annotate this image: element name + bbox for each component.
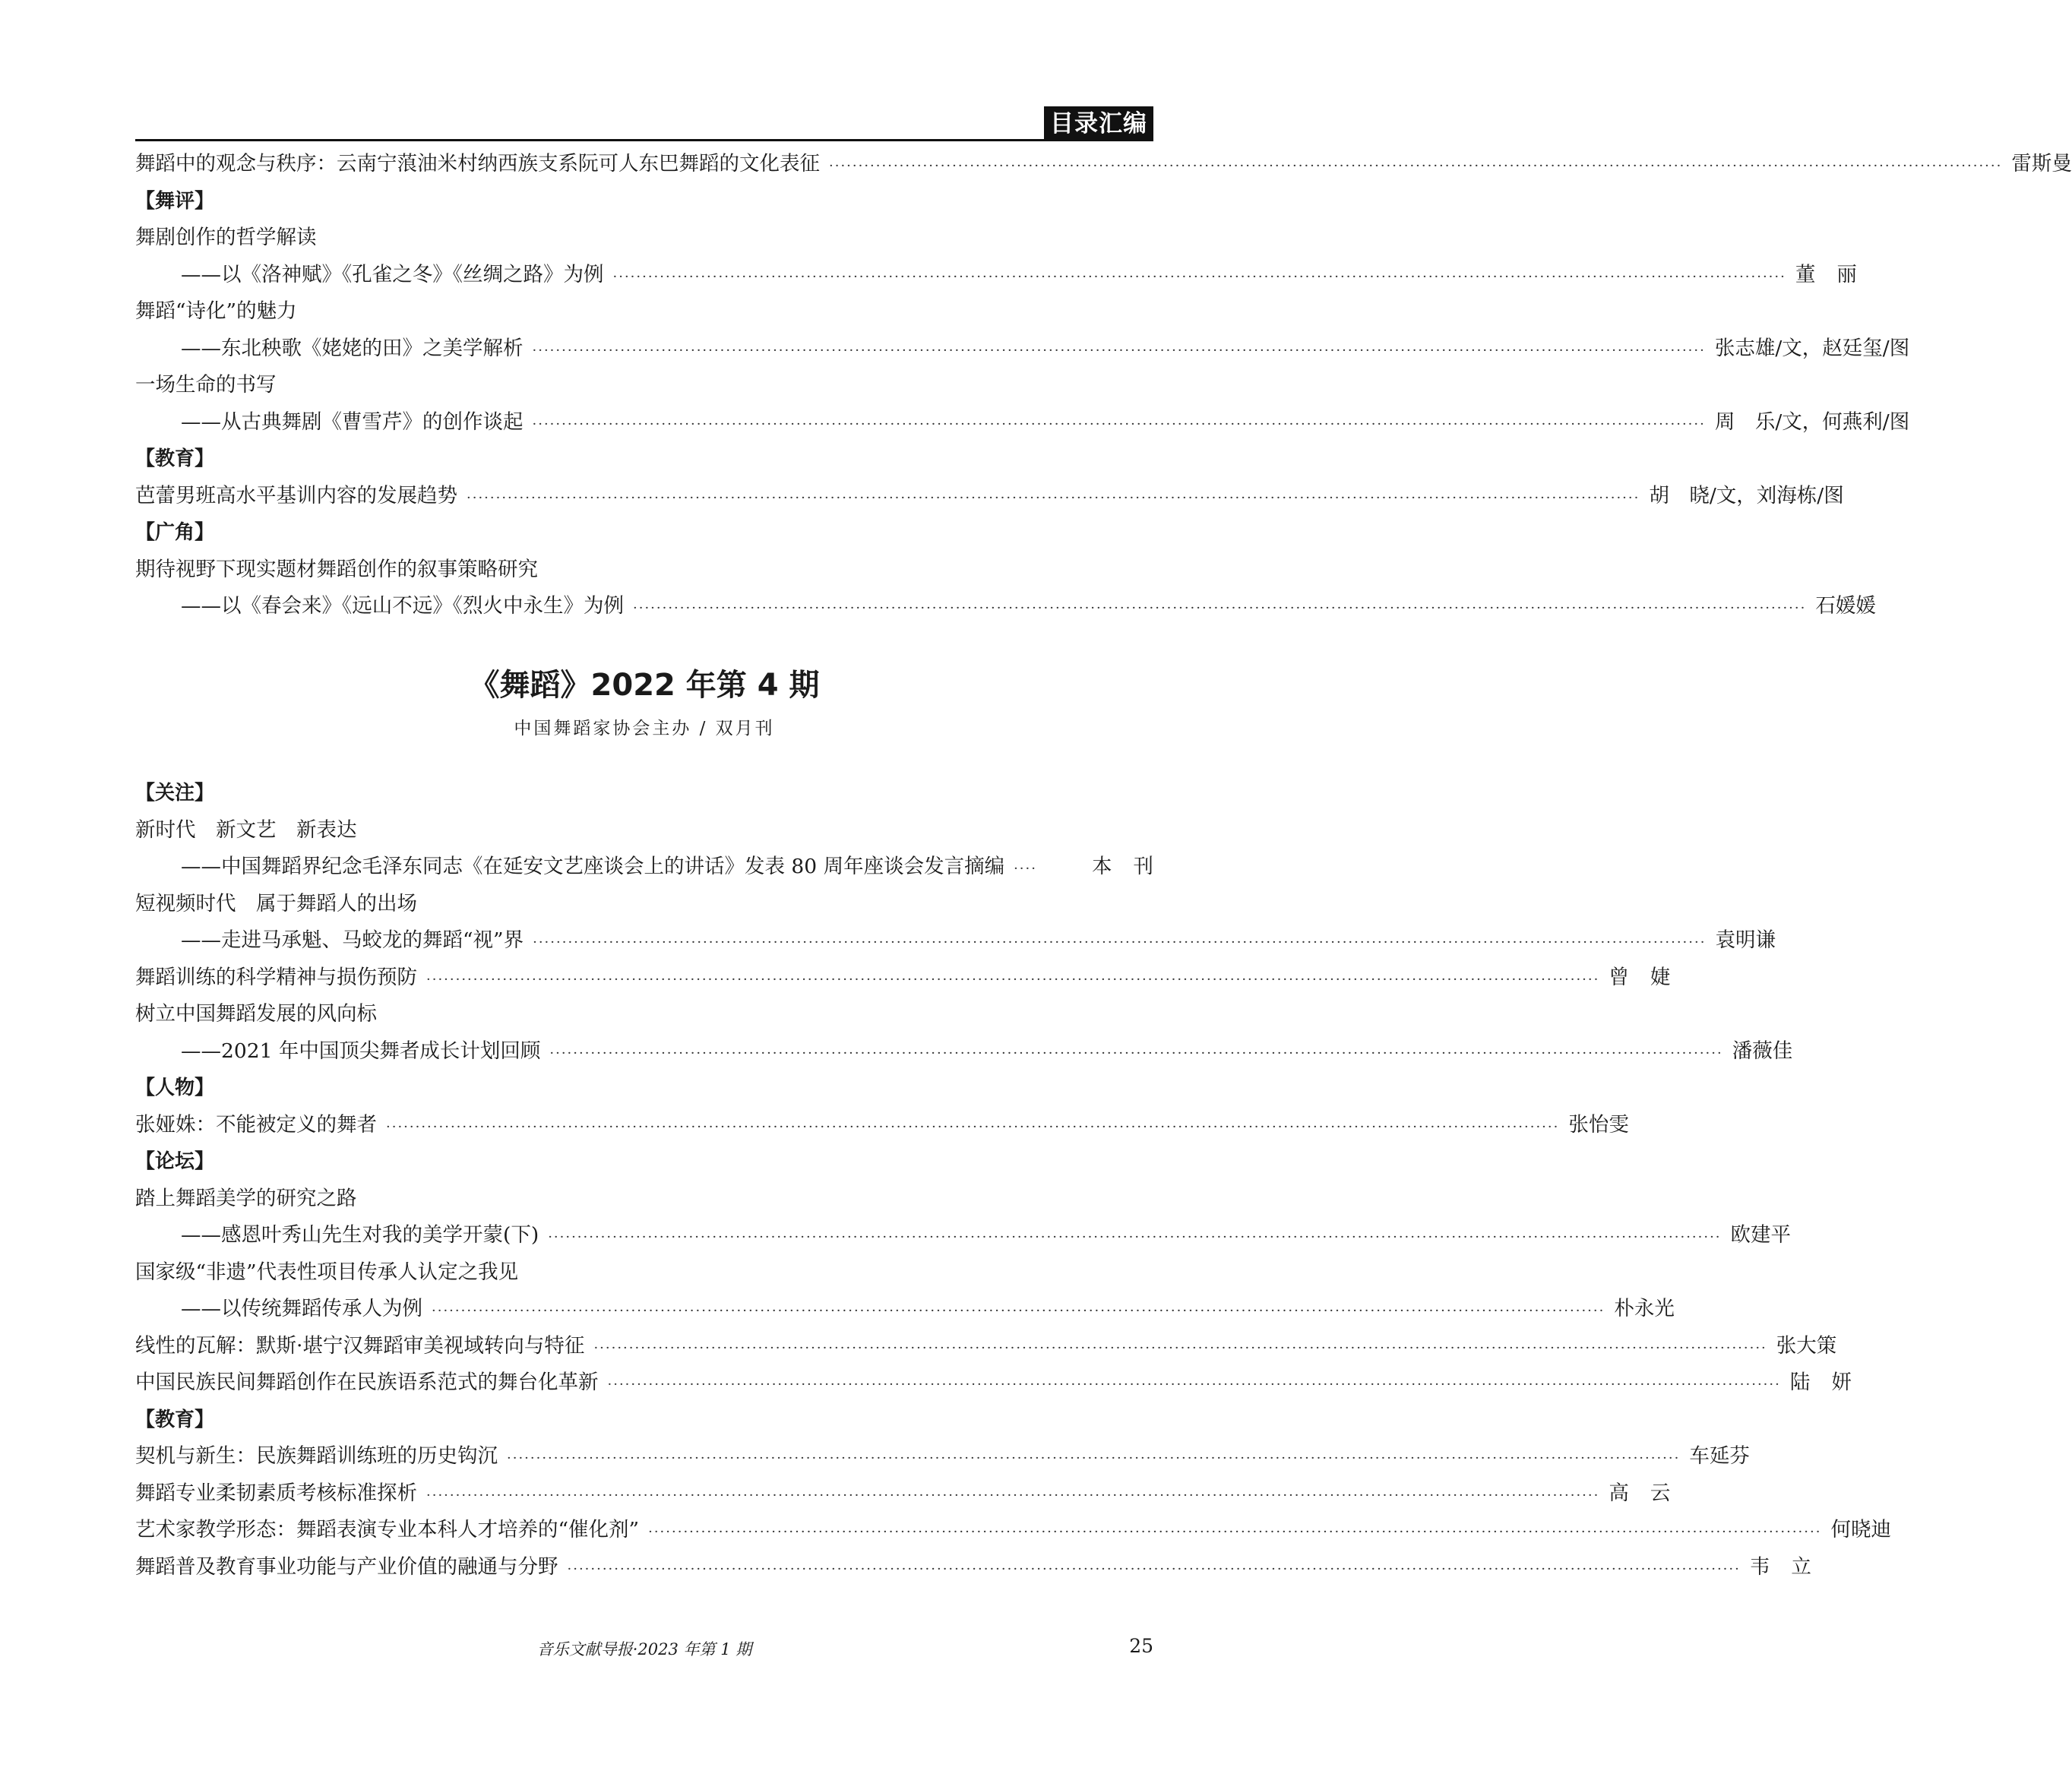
- toc-entry: [135, 1475, 1692, 1513]
- dot-leader: ········································································································································································································: [607, 1377, 1781, 1393]
- dot-leader: ········································································································································································································: [593, 1339, 1767, 1356]
- toc-article-title: [135, 886, 1153, 923]
- article-subtitle: ——中国舞蹈界纪念毛泽东同志《在延安文艺座谈会上的讲话》发表 80 周年座谈会发言摘编: [181, 855, 1005, 878]
- dot-leader: ········································································································································································································: [829, 158, 2003, 174]
- article-author: 曾婕: [1609, 965, 1692, 989]
- article-title: 舞蹈专业柔韧素质考核标准探析: [135, 1481, 417, 1505]
- toc-article-title: [135, 1254, 1153, 1292]
- article-author: 朴永光: [1614, 1297, 1675, 1320]
- article-title: 新时代 新文艺 新表达: [135, 817, 357, 842]
- article-author: 陆妍: [1789, 1371, 1873, 1394]
- article-author: 何晓迪: [1830, 1518, 1891, 1541]
- section-badge: 目录汇编: [1044, 106, 1153, 141]
- toc-entry: [135, 1107, 1629, 1144]
- article-subtitle: ——以《春会来》《远山不远》《烈火中永生》为例: [181, 594, 624, 618]
- toc-entry: [135, 146, 2072, 183]
- dot-leader: ········································································································································································································: [532, 416, 1706, 432]
- article-subtitle: ——感恩叶秀山先生对我的美学开蒙(下): [181, 1223, 539, 1247]
- article-author: 张怡雯: [1568, 1112, 1629, 1137]
- section-heading: 【关注】: [135, 782, 215, 805]
- dot-leader: ········································································································································································································: [533, 934, 1707, 950]
- article-title: 一场生命的书写: [135, 373, 277, 397]
- toc-subtitle-entry: [135, 922, 1776, 960]
- article-title: 树立中国舞蹈发展的风向标: [135, 1002, 377, 1026]
- article-title: 中国民族民间舞蹈创作在民族语系范式的舞台化革新: [135, 1371, 599, 1394]
- toc-subtitle-entry: [135, 1291, 1675, 1328]
- dot-leader: ····: [1014, 861, 1037, 877]
- article-title: 舞蹈“诗化”的魅力: [135, 299, 297, 323]
- section-heading: 【广角】: [135, 521, 215, 544]
- toc-subtitle-entry: [135, 849, 1175, 886]
- article-subtitle: ——从古典舞剧《曹雪芹》的创作谈起: [181, 409, 524, 434]
- article-author: 车延芬: [1689, 1444, 1750, 1468]
- toc-article-title: [135, 367, 1153, 404]
- article-title: 短视频时代 属于舞蹈人的出场: [135, 891, 417, 915]
- header-rule: [135, 139, 1153, 141]
- article-author: 张大策: [1776, 1333, 1837, 1358]
- toc-subtitle-entry: [135, 404, 1910, 441]
- dot-leader: ········································································································································································································: [467, 489, 1640, 506]
- article-author: 胡 晓/文，刘海栋/图: [1649, 483, 1844, 507]
- article-title: 芭蕾男班高水平基训内容的发展趋势: [135, 483, 457, 507]
- article-title: 国家级“非遗”代表性项目传承人认定之我见: [135, 1260, 519, 1284]
- article-subtitle: ——东北秧歌《姥姥的田》之美学解析: [181, 336, 524, 360]
- toc-entry: [135, 1328, 1837, 1365]
- toc-block-previous-issue: [135, 146, 2072, 625]
- dot-leader: ········································································································································································································: [432, 1303, 1605, 1319]
- article-title: 张娅姝：不能被定义的舞者: [135, 1112, 377, 1137]
- section-heading: 【人物】: [135, 1077, 215, 1099]
- article-title: 期待视野下现实题材舞蹈创作的叙事策略研究: [135, 557, 538, 581]
- dot-leader: ········································································································································································································: [426, 971, 1600, 988]
- article-author: 欧建平: [1730, 1223, 1792, 1247]
- toc-subtitle-entry: [135, 588, 1876, 625]
- article-title: 线性的瓦解：默斯·堪宁汉舞蹈审美视域转向与特征: [135, 1333, 585, 1358]
- dot-leader: ········································································································································································································: [426, 1487, 1600, 1503]
- toc-entry: [135, 1438, 1750, 1475]
- dot-leader: ········································································································································································································: [532, 342, 1706, 359]
- toc-entry: [135, 1364, 1873, 1402]
- toc-entry: [135, 478, 1844, 515]
- toc-subtitle-entry: [135, 1217, 1792, 1254]
- article-subtitle: ——2021 年中国顶尖舞者成长计划回顾: [181, 1039, 541, 1063]
- section-heading: 【论坛】: [135, 1150, 215, 1173]
- article-title: 艺术家教学形态：舞蹈表演专业本科人才培养的“催化剂”: [135, 1518, 640, 1541]
- article-author: 韦立: [1749, 1554, 1833, 1579]
- toc-article-title: [135, 1181, 1153, 1218]
- article-subtitle: ——以《洛神赋》《孔雀之冬》《丝绸之路》为例: [181, 262, 604, 286]
- article-subtitle: ——走进马承魁、马蛟龙的舞蹈“视”界: [181, 928, 524, 952]
- article-author: 高云: [1609, 1481, 1692, 1505]
- article-author: 潘薇佳: [1732, 1039, 1793, 1063]
- article-author: 周 乐/文，何燕利/图: [1714, 409, 1910, 434]
- toc-block-issue-4: [135, 775, 1891, 1586]
- article-author: 张志雄/文，赵廷玺/图: [1714, 336, 1910, 360]
- toc-entry: [135, 1512, 1891, 1549]
- section-heading: 【教育】: [135, 447, 215, 470]
- toc-article-title: [135, 552, 1153, 589]
- toc-article-title: [135, 293, 1153, 330]
- dot-leader: ········································································································································································································: [567, 1560, 1741, 1577]
- issue-title: 《舞蹈》2022 年第 4 期: [469, 668, 820, 703]
- toc-article-title: [135, 996, 1153, 1033]
- issue-subtitle: 中国舞蹈家协会主办 / 双月刊: [514, 719, 775, 738]
- article-author: 石媛媛: [1815, 594, 1876, 618]
- toc-subtitle-entry: [135, 1033, 1793, 1070]
- article-author: 董丽: [1795, 262, 1878, 286]
- toc-article-title: [135, 220, 1153, 257]
- dot-leader: ········································································································································································································: [507, 1450, 1681, 1466]
- page-number: 25: [1129, 1635, 1153, 1657]
- article-subtitle: ——以传统舞蹈传承人为例: [181, 1297, 422, 1320]
- dot-leader: ········································································································································································································: [548, 1229, 1722, 1245]
- section-heading: 【教育】: [135, 1408, 215, 1431]
- article-author: 本刊: [1092, 855, 1175, 878]
- article-title: 舞蹈普及教育事业功能与产业价值的融通与分野: [135, 1554, 558, 1579]
- dot-leader: ········································································································································································································: [386, 1118, 1560, 1135]
- article-title: 舞剧创作的哲学解读: [135, 226, 317, 249]
- dot-leader: ········································································································································································································: [549, 1045, 1723, 1061]
- article-title: 舞蹈中的观念与秩序：云南宁蒗油米村纳西族支系阮可人东巴舞蹈的文化表征: [135, 152, 820, 175]
- dot-leader: ········································································································································································································: [633, 600, 1807, 616]
- toc-entry: [135, 960, 1692, 997]
- article-author: 袁明谦: [1715, 928, 1776, 952]
- toc-entry: [135, 1549, 1833, 1586]
- article-title: 契机与新生：民族舞蹈训练班的历史钩沉: [135, 1444, 498, 1468]
- article-title: 舞蹈训练的科学精神与损伤预防: [135, 965, 417, 989]
- footer-journal: 音乐文献导报·2023 年第 1 期: [536, 1640, 752, 1658]
- dot-leader: ········································································································································································································: [612, 268, 1786, 285]
- toc-article-title: [135, 812, 1153, 849]
- article-author: 雷斯曼: [2011, 152, 2072, 175]
- toc-subtitle-entry: [135, 330, 1910, 368]
- article-title: 踏上舞蹈美学的研究之路: [135, 1186, 357, 1210]
- dot-leader: ········································································································································································································: [648, 1524, 1822, 1540]
- toc-subtitle-entry: [135, 257, 1878, 294]
- section-heading: 【舞评】: [135, 189, 215, 213]
